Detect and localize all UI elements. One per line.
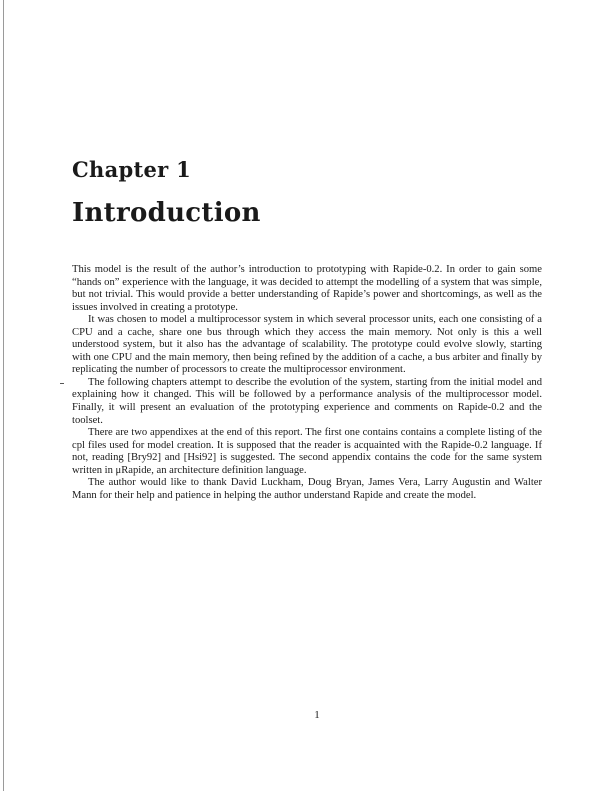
chapter-label: Chapter 1 — [72, 157, 192, 182]
body-text — [72, 264, 542, 502]
scan-speck — [60, 383, 64, 384]
paragraph-3: The following chapters attempt to describe the evolution of the system, starting from the initial model and explaining how it changed. This will be followed by a performance analysis of the multiprocessor model. Finally, it will present an evaluation of the prototyping experience and comments on Rapide-0.2 and the toolset. — [72, 376, 542, 426]
scan-edge-line — [3, 0, 4, 791]
paragraph-2: It was chosen to model a multiprocessor system in which several processor units, each one consisting of a CPU and a cache, share one bus through which they access the main memory. Not only is this a well understood system, but it also has the advantage of scalability. The prototype could evolve slowly, starting with one CPU and the main memory, then being refined by the addition of a cache, a bus arbiter and finally by replicating the number of processors to create the multiprocessor environment. — [72, 314, 542, 376]
paragraph-4: There are two appendixes at the end of this report. The first one contains contains a complete listing of the cpl files used for model creation. It is supposed that the reader is acquainted with the Rapide-0.2 language. If not, reading [Bry92] and [Hsi92] is suggested. The second appendix contains the code for the same system written in μRapide, an architecture definition language. — [72, 427, 542, 476]
paragraph-5: The author would like to thank David Luckham, Doug Bryan, James Vera, Larry Augustin and Walter Mann for their help and patience in helping the author understand Rapide and create the model. — [72, 477, 542, 501]
chapter-title: Introduction — [72, 198, 261, 228]
page-number: 1 — [314, 709, 320, 721]
paragraph-1: This model is the result of the author’s introduction to prototyping with Rapide-0.2. In order to gain some “hands on” experience with the language, it was decided to attempt the modelling of a system that was simple, but not trivial. This would provide a better understanding of Rapide’s power and shortcomings, as well as the issues involved in creating a prototype. — [72, 264, 542, 313]
